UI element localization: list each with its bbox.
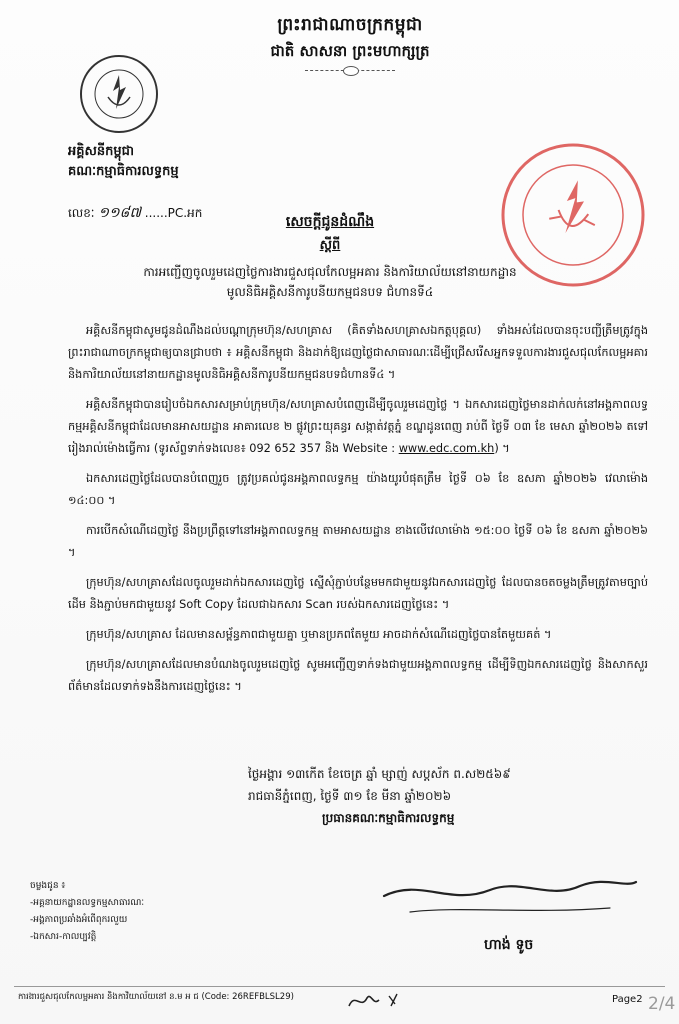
paragraph-deadline: ឯកសារដេញថ្លៃដែលបានបំពេញរួច ត្រូវប្រគល់ជូនអង្គភាពលទ្ធកម្ម យ៉ាងយូរបំផុតត្រឹម ថ្ងៃទី ០៦ ខែ ឧសភា ឆ្នាំ២០២៦ វេលាម៉ោង ១៤:០០ ។ (68, 472, 648, 507)
reference-label: លេខៈ (68, 206, 95, 220)
documents-text: អគ្គិសនីកម្ពុជាបានរៀបចំឯកសារសម្រាប់ក្រុមហ៊ុន/សហគ្រាសបំពេញដើម្បីចូលរួមដេញថ្លៃ ។ ឯកសារដេញថ្លៃមានដាក់លក់នៅអង្គភាពលទ្ធកម្មអគ្គិសនីកម្ពុជាដែលមានអាសយដ្ឋាន អាគារលេខ ២ ផ្លូវព្រះយុគន្ធរ សង្កាត់វត្តភ្នំ ខណ្ឌដូនពេញ រាប់ពី ថ្ងៃទី ០៣ ខែ មេសា ឆ្នាំ២០២៦ តទៅរៀងរាល់ម៉ោងធ្វើការ (ទូរស័ព្ទទាក់ទងលេខ៖ 092 652 357 និង Website : (68, 398, 648, 455)
notice-body (68, 320, 648, 706)
paragraph-documents (68, 394, 648, 460)
logo-graphic (82, 57, 156, 131)
handwritten-signature-icon (380, 870, 640, 930)
reference-suffix: ......PC.អក (144, 206, 203, 220)
org-name: អគ្គិសនីកម្ពុជា (68, 144, 135, 159)
paragraph-contact: ក្រុមហ៊ុន/សហគ្រាសដែលមានបំណងចូលរួមដេញថ្លៃ សូមអញ្ជើញទាក់ទងជាមួយអង្គភាពលទ្ធកម្ម ដើម្បីទិញឯកសារដេញថ្លៃ និងសាកសួរព័ត៌មានដែលទាក់ទងនឹងការដេញថ្លៃនេះ ។ (68, 658, 648, 693)
signature-dates (248, 763, 648, 807)
subject-line-2: មូលនិធិអគ្គិសនីការូបនីយកម្មជនបទ ជំហានទី៤ (226, 285, 434, 299)
reference-value: ១១៨៧ (98, 205, 141, 221)
cc-item: -អគ្គនាយកដ្ឋានលទ្ធកម្មសាធារណៈ (30, 898, 145, 908)
committee-name: គណៈកម្មាធិការលទ្ធកម្ម (68, 164, 179, 179)
kingdom-motto: ជាតិ សាសនា ព្រះមហាក្សត្រ (270, 42, 430, 60)
cc-title: ចម្លងជូន ៖ (30, 881, 66, 891)
carbon-copy-list (30, 878, 144, 946)
lunar-date: ថ្ងៃអង្គារ ១៣កើត ខែចេត្រ ឆ្នាំ ម្សាញ់ សប្តស័ក ព.ស២៥៦៩ (248, 767, 511, 781)
edc-logo-icon (80, 55, 158, 133)
paragraph-opening: ការបើកសំណើដេញថ្លៃ នឹងប្រព្រឹត្តទៅនៅអង្គភាពលទ្ធកម្ម តាមអាសយដ្ឋាន ខាងលើវេលាម៉ោង ១៥:០០ ថ្ងៃទី ០៦ ខែ ឧសភា ឆ្នាំ២០២៦ ។ (68, 524, 648, 559)
motto-ornament (305, 70, 395, 81)
paragraph-single-bid: ក្រុមហ៊ុន/សហគ្រាស ដែលមានសម្ព័ន្ធភាពជាមួយគ្នា ឬមានប្រភពតែមួយ អាចដាក់សំណើដេញថ្លៃបានតែមួយគត់ ។ (86, 628, 552, 641)
footer-reference: ការងារជួសជុលកែលម្អអគារ និងកាវិយាល័យនៅ ន.ម អ ជ (Code: 26REFBLSL29) (18, 992, 294, 1002)
subject-line-1: ការអញ្ជើញចូលរួមដេញថ្លៃការងារជួសជុលកែលម្អអគារ និងការិយាល័យនៅនាយកដ្ឋាន (143, 265, 517, 279)
solar-date: រាជធានីភ្នំពេញ, ថ្ងៃទី ៣១ ខែ មីនា ឆ្នាំ២០២៦ (248, 789, 452, 803)
kingdom-title: ព្រះរាជាណាចក្រកម្ពុជា (277, 15, 423, 35)
cc-item: -អង្គភាពប្រឆាំងអំពើពុករលួយ (30, 915, 128, 925)
cc-item: -ឯកសារ-កាលប្បវត្តិ (30, 932, 97, 942)
notice-about: ស្តីពី (319, 238, 341, 253)
signatory-name: ហាង់ ទូច (484, 937, 534, 953)
page-number: Page2 (612, 994, 643, 1005)
website-link[interactable]: www.edc.com.kh (398, 442, 495, 455)
footer-divider (14, 986, 665, 987)
initials-signature-icon (345, 988, 405, 1012)
page-counter: 2/4 (648, 994, 676, 1014)
documents-text-end: ) ។ (494, 442, 510, 455)
issuing-organization (68, 142, 179, 182)
paragraph-soft-copy: ក្រុមហ៊ុន/សហគ្រាសដែលចូលរួមដាក់ឯកសារដេញថ្លៃ ស្នើសុំភ្ជាប់បន្ថែមមកជាមួយនូវឯកសារដេញថ្លៃ ដែលបានចតចម្លងត្រឹមត្រូវតាមច្បាប់ដើម និងភ្ជាប់មកជាមួយនូវ Soft Copy ដែលជាឯកសារ Scan របស់ឯកសារដេញថ្លៃនេះ ។ (68, 576, 648, 611)
kingdom-header (200, 14, 500, 81)
paragraph-announcement: អគ្គិសនីកម្ពុជាសូមជូនដំណឹងដល់បណ្តាក្រុមហ៊ុន/សហគ្រាស (គិតទាំងសហគ្រាសឯកត្តបុគ្គល) ទាំងអស់ដែលបានចុះបញ្ជីត្រឹមត្រូវក្នុងព្រះរាជាណាចក្រកម្ពុជាឲ្យបានជ្រាបថា ៖ អគ្គិសនីកម្ពុជា និងដាក់ឱ្យដេញថ្លៃជាសាធារណៈដើម្បីជ្រើសរើសអ្នកទទួលការងារជួសជុលកែលម្អអគារ និងការិយាល័យនៅនាយកដ្ឋានមូលនិធិអគ្គិសនីការូបនីយកម្មជនបទជំហានទី៤ ។ (68, 324, 648, 381)
notice-title: សេចក្តីជូនដំណឹង (285, 214, 375, 230)
signatory-role: ប្រធានគណៈកម្មាធិការលទ្ធកម្ម (322, 811, 455, 825)
notice-heading (120, 212, 540, 302)
notice-subject (120, 262, 540, 302)
